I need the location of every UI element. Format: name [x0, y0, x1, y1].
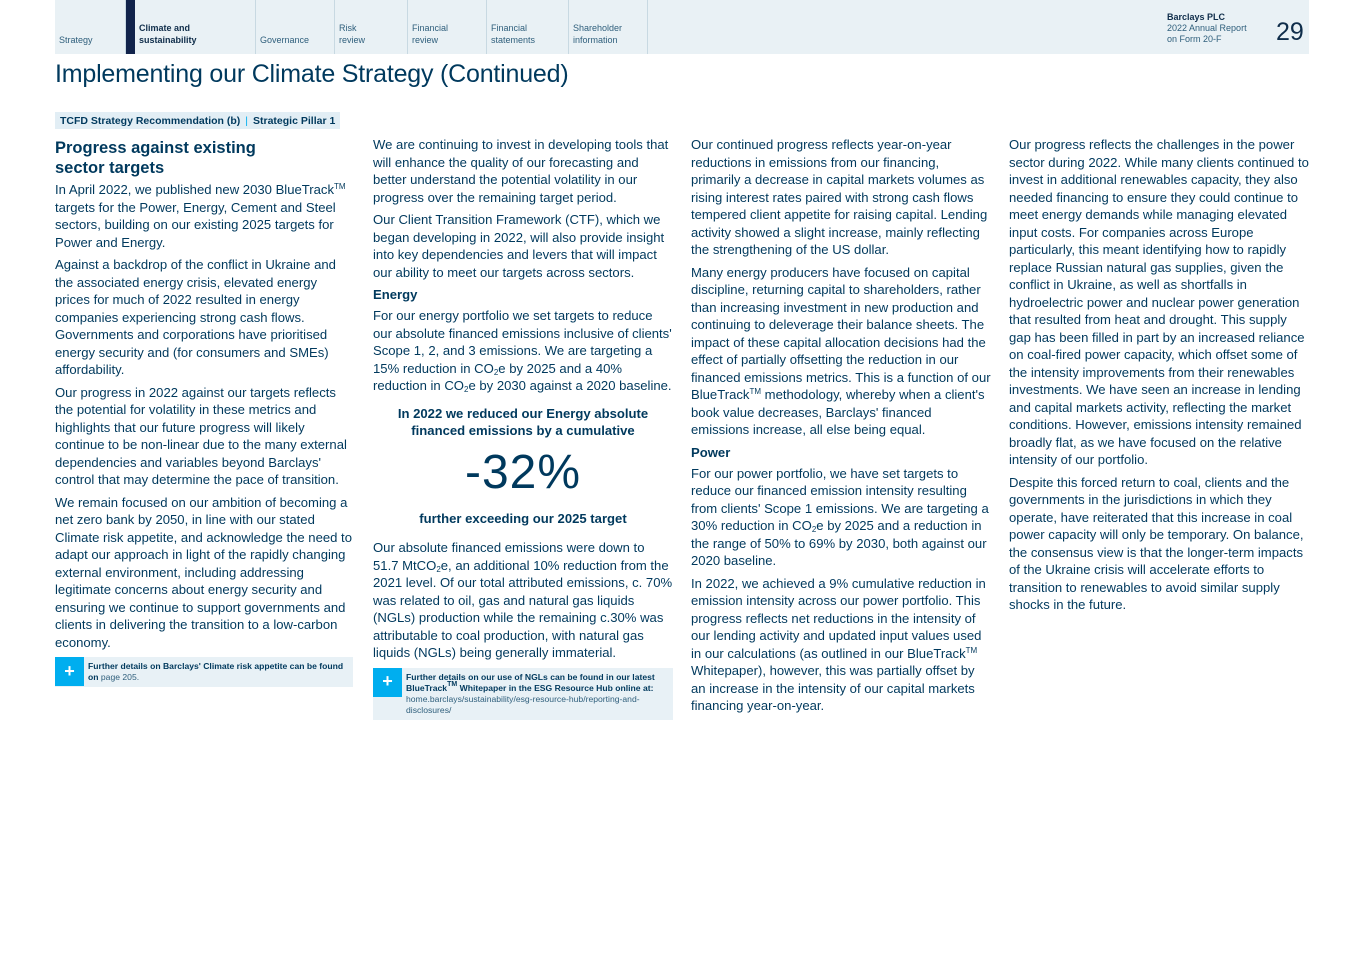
tab-label-line2: sustainability — [139, 35, 197, 45]
tcfd-recommendation: TCFD Strategy Recommendation (b) — [60, 114, 241, 127]
tab-label-line2: review — [339, 35, 366, 45]
subscript: 2 — [811, 525, 817, 534]
text: In April 2022, we published new 2030 BlueTrack — [55, 182, 335, 197]
paragraph — [373, 539, 673, 662]
plus-icon: + — [373, 668, 402, 697]
callout-climate-risk — [55, 657, 353, 687]
top-navigation — [55, 0, 1309, 54]
text: In 2022, we achieved a 9% cumulative reduction in emission intensity across our power portfolio. This progress reflects net reductions in the intensity of our lending activity and updated input values used in our calculations (as outlined in our BlueTrack — [691, 575, 986, 661]
tab-label: Risk — [339, 23, 357, 33]
tab-label: Financial — [412, 23, 449, 33]
report-name: 2022 Annual Report — [1167, 23, 1247, 33]
tab-strategy[interactable] — [55, 0, 126, 54]
column-3 — [691, 136, 991, 720]
esg-hub-link[interactable]: home.barclays/sustainability/esg-resource-hub/reporting-and-disclosures/ — [406, 693, 640, 715]
heading-line-1: Progress against existing — [55, 139, 256, 157]
tab-risk-review[interactable] — [335, 0, 408, 54]
paragraph: Our progress reflects the challenges in the power sector during 2022. While many clients continued to invest in additional renewables capacity, they also needed financing to ensure they could continue to meet energy demands while managing elevated input costs. For companies across Europe particularly, this meant identifying how to rapidly replace Russian natural gas supplies, given the conflict in Ukraine, as well as shortfalls in hydroelectric power and nuclear power generation that resulted from heat and drought. This supply gap has been filled in part by an increased reliance on coal-fired power capacity, which offset some of the intensity improvements from their renewables investments. We have seen an increase in lending and capital markets activity, reflecting the market conditions. However, emissions intensity remained broadly flat, as we have focused on the relative intensity of our portfolio. — [1009, 137, 1309, 467]
energy-highlight — [373, 405, 673, 528]
text: targets for the Power, Energy, Cement and Steel sectors, building on our existing 2025 targets for Power and Energy. — [55, 199, 336, 250]
text: For our energy portfolio we set targets to reduce our absolute financed emissions inclusive of clients' Scope 1, 2, and 3 emissions. We are targeting a 15% reduction in CO — [373, 308, 672, 376]
paragraph: Our continued progress reflects year-on-year reductions in emissions from our financing, primarily a decrease in capital markets volumes as rising interest rates paired with strong cash flows tempered client appetite for raising capital. Lending activity showed a slight increase, mainly reflecting the strengthening of the US dollar. — [691, 137, 988, 257]
paragraph — [55, 181, 353, 251]
paragraph: Despite this forced return to coal, clients and the governments in the jurisdictions in which they operate, have reiterated that this increase in coal power capacity will only be temporary. On balance, the consensus view is that the longer-term impacts of the Ukraine crisis will accelerate efforts to transition to renewables to avoid similar supply shocks in the future. — [1009, 474, 1304, 612]
text: e by 2030 against a 2020 baseline. — [468, 378, 672, 393]
paragraph — [373, 307, 673, 395]
report-form: on Form 20-F — [1167, 34, 1222, 44]
trademark: TM — [965, 645, 978, 655]
text: e by 2025 and a 40% reduction in CO — [373, 360, 623, 393]
paragraph: We are continuing to invest in developing tools that will enhance the quality of our forecasting and better understand the potential volatility in our progress over the remaining target period. — [373, 137, 669, 205]
callout-bold: Whitepaper in the ESG Resource Hub online at: — [457, 682, 654, 693]
tab-climate-and-sustainability[interactable] — [126, 0, 256, 54]
text: methodology, whereby when a client's book value decreases, Barclays' financed emissions increase, all else being equal. — [691, 387, 985, 437]
highlight-intro: In 2022 we reduced our Energy absolute financed emissions by a cumulative — [397, 405, 649, 438]
tab-label: Strategy — [59, 35, 93, 45]
subscript: 2 — [493, 367, 499, 377]
heading-line-2: sector targets — [55, 159, 165, 177]
section-heading — [55, 138, 353, 178]
tab-label-line2: review — [412, 35, 439, 45]
callout-text — [406, 668, 673, 720]
text: Whitepaper), however, this was partially offset by an increase in the intensity of our capital markets financing year-on-year. — [691, 663, 975, 713]
subscript: 2 — [436, 564, 441, 574]
tag-separator: | — [245, 114, 248, 127]
text: e by 2025 and a reduction in the range of 50% to 69% by 2030, both against our 2020 baseline. — [691, 518, 987, 568]
plus-icon: + — [55, 657, 84, 686]
paragraph — [691, 575, 991, 715]
tab-financial-statements[interactable] — [487, 0, 569, 54]
highlight-value: -32% — [464, 445, 582, 499]
paragraph: We remain focused on our ambition of becoming a net zero bank by 2050, in line with our stated Climate risk appetite, and acknowledge the need to adapt our approach in light of the rapidly changing external environment, including addressing legitimate concerns about energy security and ensuring we continue to support governments and clients in delivering the transition to a low-carbon economy. — [55, 494, 352, 650]
text: For our power portfolio, we have set targets to reduce our financed emission intensity resulting from clients' Scope 1 emissions. We are targeting a 30% reduction in CO — [691, 465, 989, 533]
tab-label: Governance — [260, 35, 310, 45]
trademark: TM — [749, 387, 762, 396]
text: Many energy producers have focused on capital discipline, returning capital to shareholders, rather than increasing investment in new production and continuing to deleverage their balance sheets. The impact of these capital allocation decisions had the effect of partially offsetting the reduction in our financed emissions metrics. This is a function of our BlueTrack — [691, 264, 991, 402]
page-link[interactable]: page 205. — [98, 672, 140, 682]
column-1 — [55, 136, 353, 687]
tab-label-line2: information — [573, 35, 618, 45]
report-info — [1167, 12, 1247, 45]
text: Our absolute financed emissions were down to 51.7 MtCO — [373, 540, 645, 573]
paragraph: Against a backdrop of the conflict in Ukraine and the associated energy crisis, elevated energy prices for much of 2022 resulted in energy companies experiencing strong cash flows. Governments and corporations have prioritised energy security and (for consumers and SMEs) affordability. — [55, 257, 336, 377]
page-number: 29 — [1276, 18, 1304, 46]
highlight-caption: further exceeding our 2025 target — [419, 510, 627, 526]
paragraph: Our progress in 2022 against our targets reflects the potential for volatility in these metrics and highlights that our future progress will likely continue to be non-linear due to the many external dependencies and variables beyond Barclays' control that may determine the pace of transition. — [55, 384, 347, 487]
power-heading: Power — [691, 444, 731, 460]
page-title: Implementing our Climate Strategy (Continued) — [55, 60, 569, 88]
paragraph: Our Client Transition Framework (CTF), which we began developing in 2022, will also provide insight into key dependencies and levers that will impact our ability to meet our targets across sectors. — [373, 212, 665, 280]
tab-label: Financial — [491, 23, 528, 33]
trademark: TM — [334, 182, 346, 191]
tab-label: Shareholder — [573, 23, 623, 33]
company-name: Barclays PLC — [1167, 12, 1226, 22]
callout-text — [88, 657, 353, 687]
trademark: TM — [447, 680, 458, 688]
callout-bold: Further details on Barclays' Climate risk appetite can be found on — [88, 661, 344, 682]
tab-label: Climate and — [139, 23, 191, 33]
column-2 — [373, 136, 673, 720]
energy-heading: Energy — [373, 287, 418, 302]
strategic-pillar: Strategic Pillar 1 — [253, 114, 336, 127]
tab-label-line2: statements — [491, 35, 536, 45]
column-4 — [1009, 136, 1310, 619]
callout-bold: Further details on our use of NGLs can be found in our latest BlueTrack — [406, 671, 655, 693]
tab-shareholder-information[interactable] — [569, 0, 648, 54]
tab-governance[interactable] — [256, 0, 335, 54]
tab-financial-review[interactable] — [408, 0, 487, 54]
paragraph — [691, 465, 991, 570]
tcfd-tag — [55, 112, 340, 129]
callout-ngls — [373, 668, 673, 720]
paragraph — [691, 264, 991, 439]
subscript: 2 — [463, 385, 469, 394]
text: e, an additional 10% reduction from the 2021 level. Of our total attributed emissions, c. 70% was related to oil, gas and natural gas liquids (NGLs) production while the remaining c.30% was attributable to coal production, with natural gas liquids (NGLs) being generally immaterial. — [373, 557, 673, 660]
